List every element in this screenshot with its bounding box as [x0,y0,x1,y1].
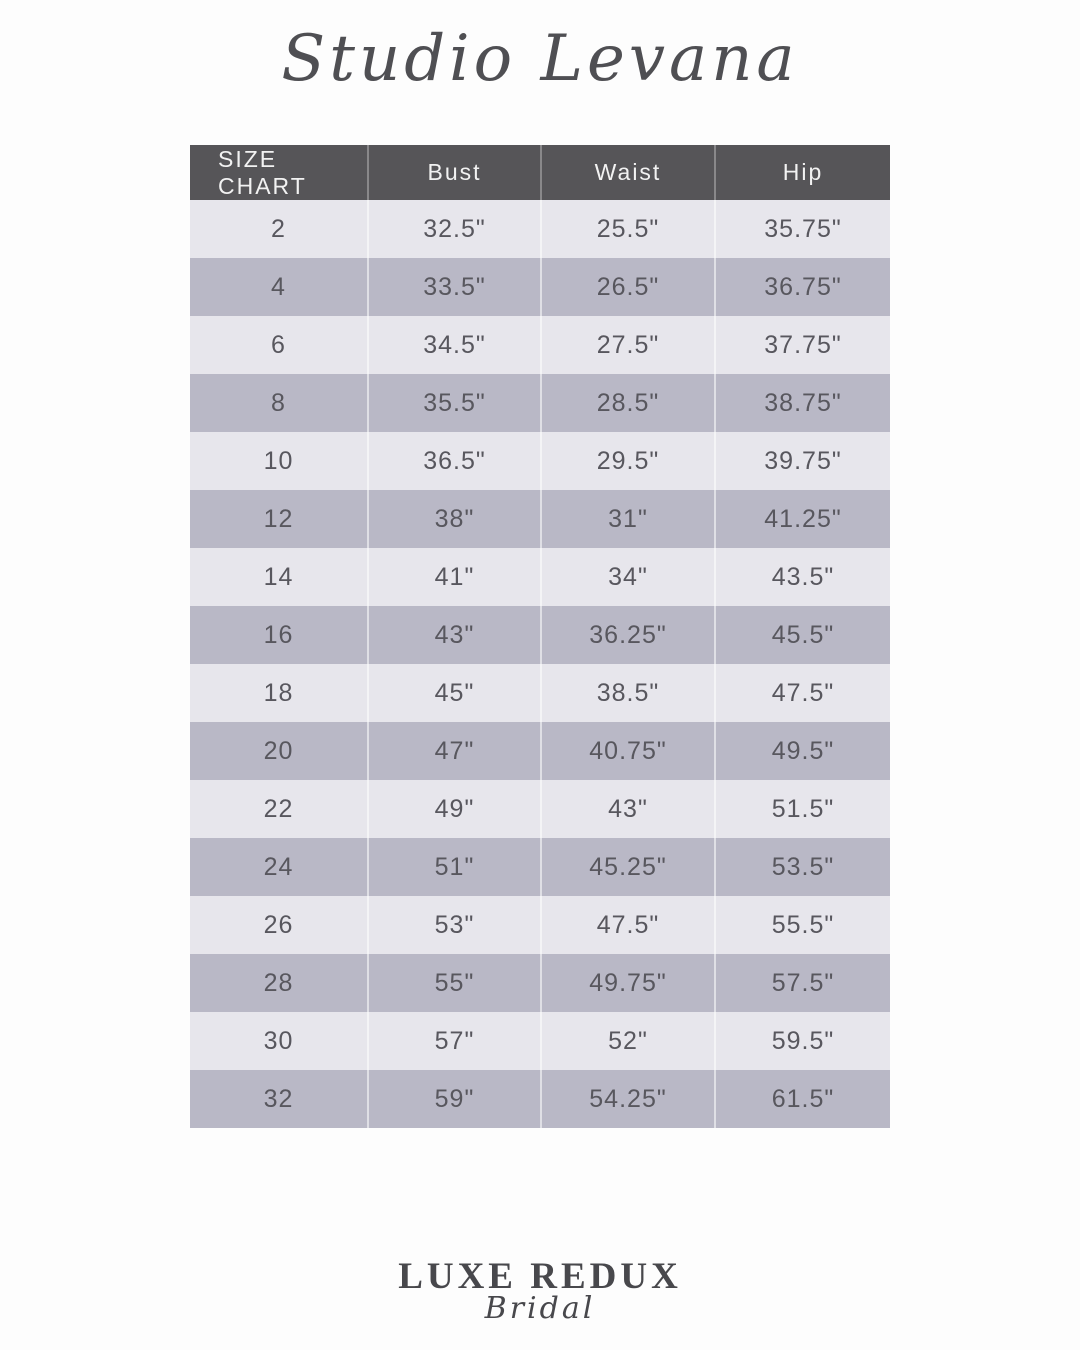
measurement-cell: 45" [368,664,541,722]
measurement-cell: 41.25" [715,490,890,548]
size-cell: 12 [263,504,294,533]
size-cell: 16 [263,620,294,649]
column-header-hip: Hip [715,145,890,200]
table-row [190,954,890,1012]
size-chart-table [190,145,890,1128]
size-cell: 6 [271,330,286,359]
measurement-cell: 25.5" [541,200,715,258]
measurement-cell: 57" [368,1012,541,1070]
measurement-cell: 36.25" [541,606,715,664]
measurement-cell: 49.5" [715,722,890,780]
size-cell: 4 [271,272,286,301]
table-row [190,664,890,722]
measurement-cell: 45.25" [541,838,715,896]
table-row [190,316,890,374]
table-row [190,1012,890,1070]
brand-title: Studio Levana [281,22,799,96]
size-cell: 18 [263,678,294,707]
measurement-cell: 35.75" [715,200,890,258]
measurement-cell: 40.75" [541,722,715,780]
table-row [190,432,890,490]
column-header-waist: Waist [541,145,715,200]
measurement-cell: 33.5" [368,258,541,316]
measurement-cell: 37.75" [715,316,890,374]
measurement-cell: 59" [368,1070,541,1128]
measurement-cell: 51.5" [715,780,890,838]
logo-luxe-redux: LUXE REDUX [398,1256,682,1297]
measurement-cell: 36.5" [368,432,541,490]
measurement-cell: 49.75" [541,954,715,1012]
measurement-cell: 53.5" [715,838,890,896]
measurement-cell: 51" [368,838,541,896]
size-cell: 20 [263,736,294,765]
table-row [190,548,890,606]
size-cell: 32 [263,1084,294,1113]
table-row [190,780,890,838]
size-cell: 30 [263,1026,294,1055]
measurement-cell: 47.5" [715,664,890,722]
table-row [190,838,890,896]
measurement-cell: 31" [541,490,715,548]
measurement-cell: 34.5" [368,316,541,374]
measurement-cell: 38.75" [715,374,890,432]
measurement-cell: 61.5" [715,1070,890,1128]
measurement-cell: 45.5" [715,606,890,664]
table-row [190,258,890,316]
size-cell: 22 [263,794,294,823]
measurement-cell: 47.5" [541,896,715,954]
table-row [190,896,890,954]
table-row [190,722,890,780]
table-row [190,1070,890,1128]
measurement-cell: 57.5" [715,954,890,1012]
size-cell: 8 [271,388,286,417]
size-cell: 24 [263,852,294,881]
measurement-cell: 27.5" [541,316,715,374]
table-row [190,606,890,664]
measurement-cell: 38" [368,490,541,548]
measurement-cell: 38.5" [541,664,715,722]
column-header-bust: Bust [368,145,541,200]
column-header-size-chart: SIZE CHART [190,145,368,200]
measurement-cell: 55.5" [715,896,890,954]
measurement-cell: 43.5" [715,548,890,606]
measurement-cell: 28.5" [541,374,715,432]
measurement-cell: 35.5" [368,374,541,432]
measurement-cell: 49" [368,780,541,838]
size-cell: 28 [263,968,294,997]
measurement-cell: 41" [368,548,541,606]
measurement-cell: 59.5" [715,1012,890,1070]
table-body [190,200,890,1128]
measurement-cell: 32.5" [368,200,541,258]
measurement-cell: 54.25" [541,1070,715,1128]
measurement-cell: 52" [541,1012,715,1070]
table-row [190,374,890,432]
size-cell: 26 [263,910,294,939]
measurement-cell: 39.75" [715,432,890,490]
measurement-cell: 43" [541,780,715,838]
measurement-cell: 34" [541,548,715,606]
measurement-cell: 43" [368,606,541,664]
footer-logo [0,1258,1080,1326]
measurement-cell: 55" [368,954,541,1012]
size-cell: 14 [263,562,294,591]
logo-bridal: Bridal [484,1290,596,1326]
table-row [190,200,890,258]
measurement-cell: 36.75" [715,258,890,316]
table-header-row [190,145,890,200]
measurement-cell: 29.5" [541,432,715,490]
measurement-cell: 47" [368,722,541,780]
size-cell: 2 [271,214,286,243]
size-cell: 10 [263,446,294,475]
measurement-cell: 26.5" [541,258,715,316]
measurement-cell: 53" [368,896,541,954]
table-row [190,490,890,548]
